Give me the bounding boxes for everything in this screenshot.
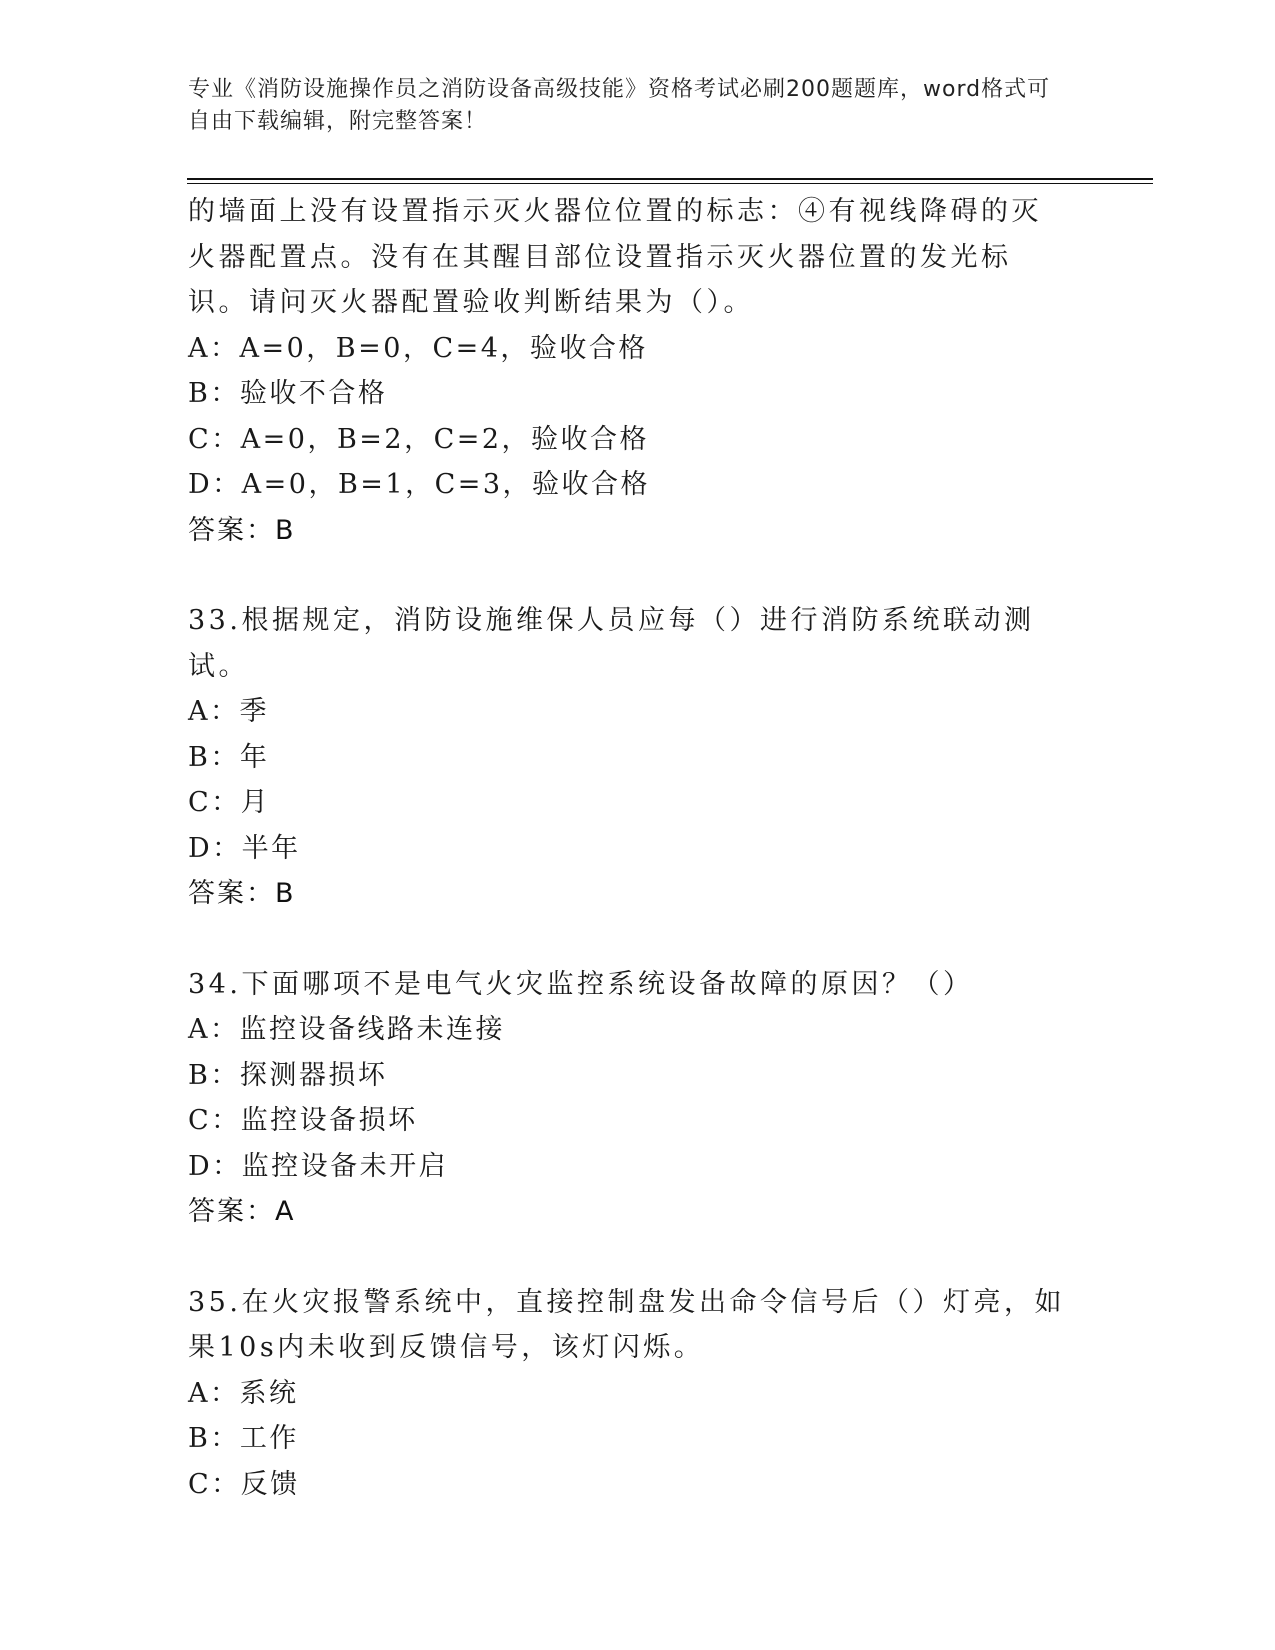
question-block-33 <box>188 598 1068 917</box>
question-text: 的墙面上没有设置指示灭火器位位置的标志：④有视线降碍的灭火器配置点。没有在其醒目部位设置指示灭火器位置的发光标识。请问灭火器配置验收判断结果为（）。 <box>188 196 1042 318</box>
option-c: C：反馈 <box>188 1468 300 1500</box>
spacer <box>188 917 1068 962</box>
question-text: 33.根据规定，消防设施维保人员应每（）进行消防系统联动测试。 <box>188 605 1035 682</box>
document-header: 专业《消防设施操作员之消防设备高级技能》资格考试必刷200题题库，word格式可自由下载编辑，附完整答案！ <box>188 77 1051 134</box>
option-a: A：监控设备线路未连接 <box>188 1014 505 1045</box>
header-rule-thin <box>187 183 1153 184</box>
option-d: D：半年 <box>188 832 301 864</box>
option-d: D：A=0，B=1，C=3，验收合格 <box>188 469 651 500</box>
option-b: B：探测器损坏 <box>188 1059 388 1091</box>
option-b: B：年 <box>188 741 270 773</box>
spacer <box>188 1235 1068 1280</box>
option-b: B：工作 <box>188 1423 299 1454</box>
option-a: A：季 <box>188 696 269 727</box>
option-b: B：验收不合格 <box>188 378 388 409</box>
question-content <box>188 189 1068 1507</box>
option-c: C：月 <box>188 787 271 818</box>
header-rule <box>187 178 1153 180</box>
question-block-34 <box>188 962 1068 1235</box>
answer-text: 答案：B <box>188 878 296 909</box>
answer-text: 答案：A <box>188 1196 296 1227</box>
option-c: C：A=0，B=2，C=2，验收合格 <box>188 423 650 455</box>
option-d: D：监控设备未开启 <box>188 1150 449 1182</box>
answer-text: 答案：B <box>188 514 296 546</box>
option-a: A：A=0，B=0，C=4，验收合格 <box>188 332 648 364</box>
spacer <box>188 553 1068 598</box>
question-text: 35.在火灾报警系统中，直接控制盘发出命令信号后（）灯亮，如果10s内未收到反馈信号，该灯闪烁。 <box>188 1286 1065 1363</box>
question-block-continued <box>188 189 1068 553</box>
question-block-35 <box>188 1280 1068 1508</box>
question-text: 34.下面哪项不是电气火灾监控系统设备故障的原因？（） <box>188 968 974 1000</box>
option-c: C：监控设备损坏 <box>188 1105 418 1136</box>
option-a: A：系统 <box>188 1377 299 1409</box>
